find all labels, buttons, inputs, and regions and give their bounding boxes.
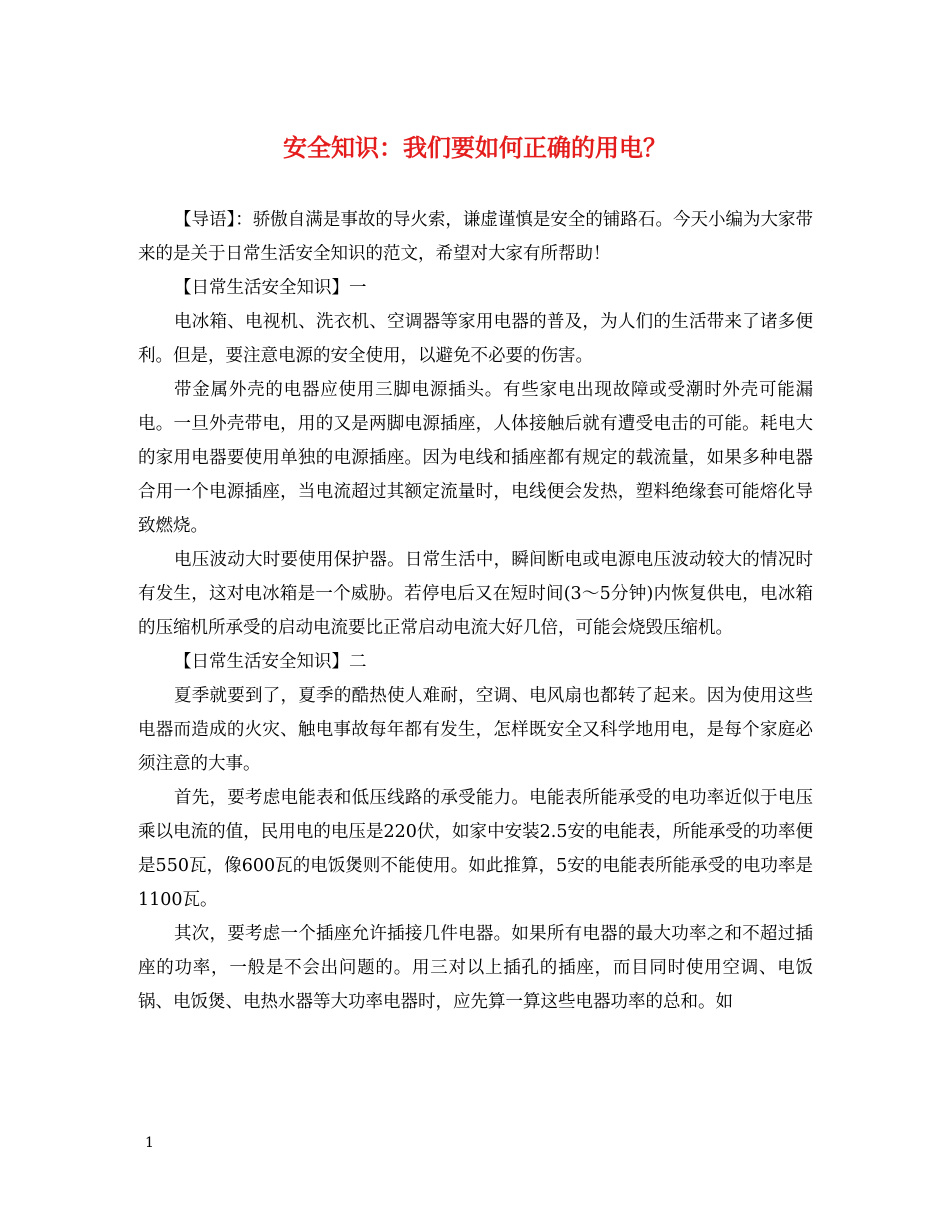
paragraph: 其次，要考虑一个插座允许插接几件电器。如果所有电器的最大功率之和不超过插座的功率，一般是不会出问题的。用三对以上插孔的插座，而目同时使用空调、电饭锅、电饭煲、电热水器等大功率电器时，应先算一算这些电器功率的总和。如 [138,924,813,1012]
paragraph: 电冰箱、电视机、洗衣机、空调器等家用电器的普及，为人们的生活带来了诸多便利。但是，要注意电源的安全使用，以避免不必要的伤害。 [138,312,813,366]
paragraph: 夏季就要到了，夏季的酷热使人难耐，空调、电风扇也都转了起来。因为使用这些电器而造成的火灾、触电事故每年都有发生，怎样既安全又科学地用电，是每个家庭必须注意的大事。 [138,686,813,774]
paragraph-intro: 【导语】：骄傲自满是事故的导火索，谦虚谨慎是安全的铺路石。今天小编为大家带来的是关于日常生活安全知识的范文，希望对大家有所帮助！ [138,210,813,264]
paragraph: 带金属外壳的电器应使用三脚电源插头。有些家电出现故障或受潮时外壳可能漏电。一旦外壳带电，用的又是两脚电源插座，人体接触后就有遭受电击的可能。耗电大的家用电器要使用单独的电源插座。因为电线和插座都有规定的载流量，如果多种电器合用一个电源插座，当电流超过其额定流量时，电线便会发热，塑料绝缘套可能熔化导致燃烧。 [138,380,813,536]
section-heading-two: 【日常生活安全知识】二 [174,652,367,672]
document-title: 安全知识：我们要如何正确的用电？ [283,133,667,162]
document-body [138,203,813,1019]
paragraph: 首先，要考虑电能表和低压线路的承受能力。电能表所能承受的电功率近似于电压乘以电流的值，民用电的电压是220伏，如家中安装2.5安的电能表，所能承受的功率便是550瓦，像600瓦的电饭煲则不能使用。如此推算，5安的电能表所能承受的电功率是1100瓦。 [138,788,813,910]
page-number: 1 [145,1135,154,1151]
section-heading-one: 【日常生活安全知识】一 [174,278,367,298]
paragraph: 电压波动大时要使用保护器。日常生活中，瞬间断电或电源电压波动较大的情况时有发生，这对电冰箱是一个威胁。若停电后又在短时间(3～5分钟)内恢复供电，电冰箱的压缩机所承受的启动电流要比正常启动电流大好几倍，可能会烧毁压缩机。 [138,550,813,638]
